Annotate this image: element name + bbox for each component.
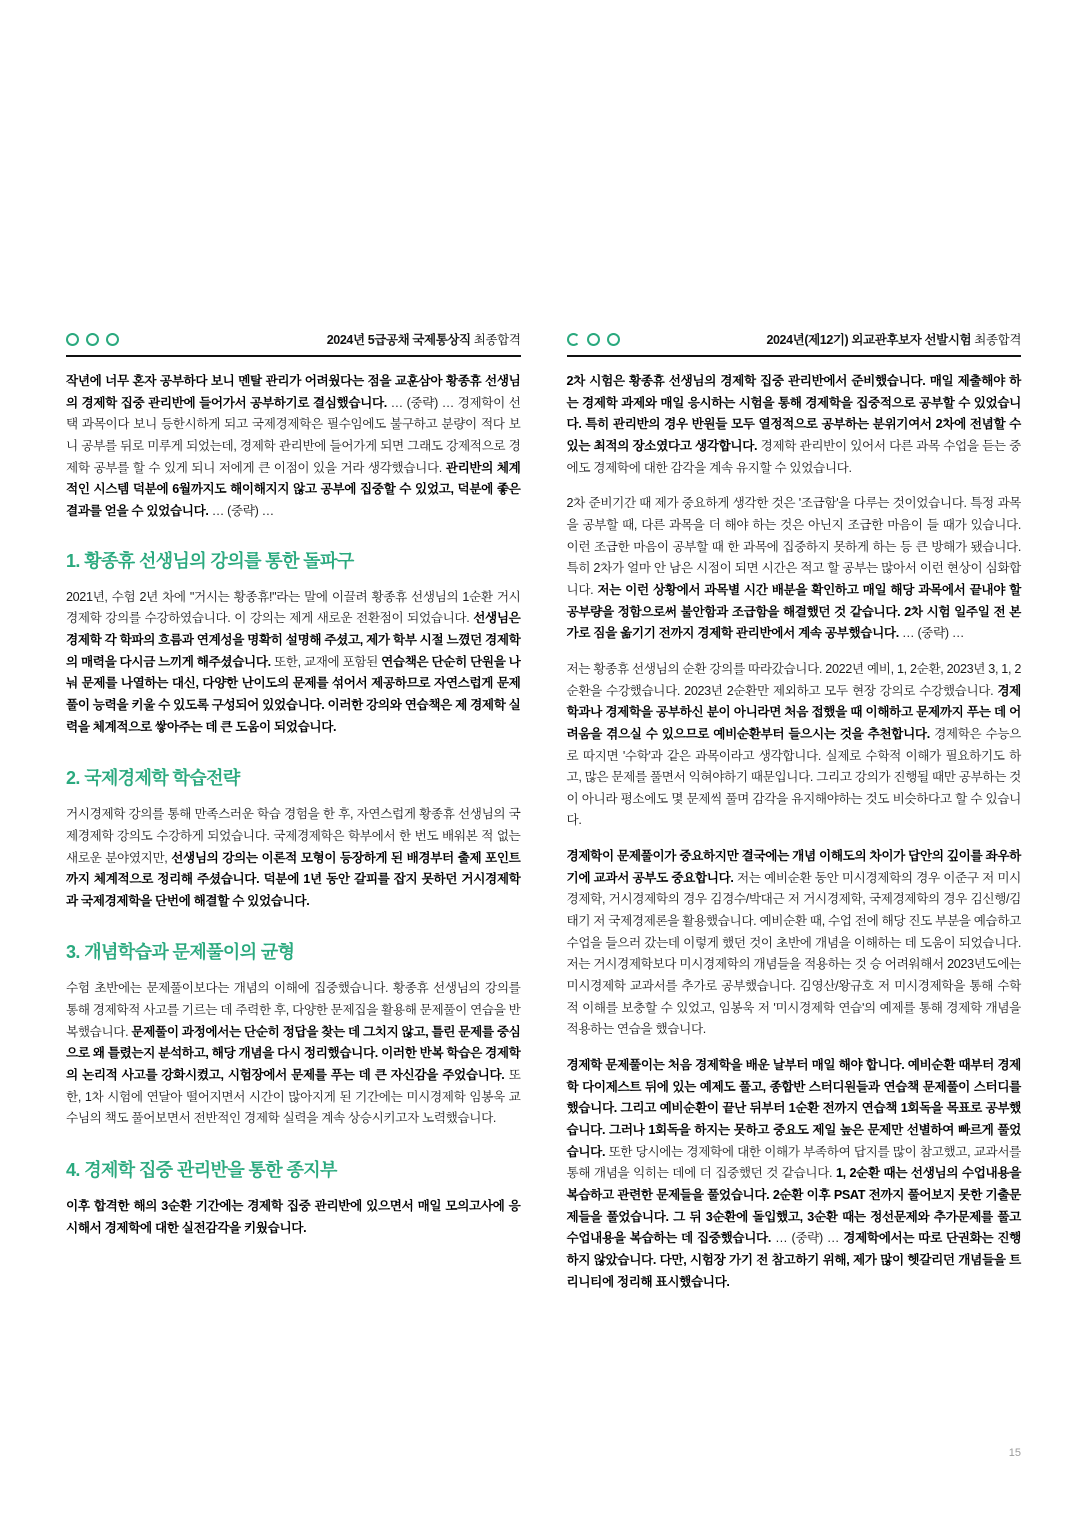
left-column-header <box>66 330 521 357</box>
right-paragraph-3: 저는 황종휴 선생님의 순환 강의를 따라갔습니다. 2022년 예비, 1, 2순환, 2023년 3, 1, 2순환을 수강했습니다. 2023년 2순환만 제외하고 모두 현장 강의로 수강했습니다. 경제학과나 경제학을 공부하신 분이 아니라면 처음 접했을 때 이해하고 문제까지 푸는 데 어려움을 겪으실 수 있으므로 예비순환부터 들으시는 것을 추천합니다. 경제학은 수능으로 따지면 '수학'과 같은 과목이라고 생각합니다. 실제로 수학적 이해가 필요하기도 하고, 많은 문제를 풀면서 익혀야하기 때문입니다. 그리고 강의가 진행될 때만 공부하는 것이 아니라 평소에도 몇 문제씩 풀며 감각을 유지해야하는 것도 비슷하다고 할 수 있습니다. <box>566 661 1021 828</box>
right-paragraph-4: 경제학이 문제풀이가 중요하지만 결국에는 개념 이해도의 차이가 답안의 깊이를 좌우하기에 교과서 공부도 중요합니다. 저는 예비순환 동안 미시경제학의 경우 이준구 저 미시경제학, 거시경제학의 경우 김경수/박대근 저 거시경제학, 국제경제학의 경우 김신행/김태기 저 국제경제론을 활용했습니다. 예비순환 때, 수업 전에 해당 진도 부분을 예습하고 수업을 들으러 갔는데 이렇게 했던 것이 초반에 개념을 이해하는 데 도움이 되었습니다. 저는 거시경제학보다 미시경제학의 개념들을 적용하는 것 승 어려워해서 2023년도에는 미시경제학 교과서를 추가로 공부했습니다. 김영산/왕규호 저 미시경제학을 통해 수학적 이해를 보충할 수 있었고, 임봉욱 저 '미시경제학 연습'의 예제를 통해 경제학 개념을 적용하는 연습을 했습니다. <box>566 849 1021 1037</box>
two-column-layout <box>66 330 1021 1293</box>
left-header-title <box>327 330 521 348</box>
c-shape-icon <box>567 333 580 346</box>
circle-icon <box>587 333 600 346</box>
page-number: 15 <box>1008 1447 1021 1459</box>
circle-icon <box>86 333 99 346</box>
left-intro-bold-tail: 관리반의 체계적인 시스템 덕분에 6월까지도 해이해지지 않고 공부에 집중할 수 있었고, 덕분에 좋은 결과를 얻을 수 있었습니다. <box>66 460 521 518</box>
right-column-header <box>567 330 1022 357</box>
right-paragraph-1: 2차 시험은 황종휴 선생님의 경제학 집중 관리반에서 준비했습니다. 매일 제출해야 하는 경제학 과제와 매일 응시하는 시험을 통해 경제학을 집중적으로 공부할 수 있었습니다. 특히 관리반의 경우 반원들 모두 열정적으로 공부하는 분위기여서 2차에 전념할 수 있는 최적의 장소였다고 생각합니다. 경제학 관리반이 있어서 다른 과목 수업을 듣는 중에도 경제학에 대한 감각을 계속 유지할 수 있었습니다. <box>566 374 1021 475</box>
circle-icon <box>106 333 119 346</box>
section-body-1: 2021년, 수험 2년 차에 "거시는 황종휴!"라는 말에 이끌려 황종휴 선생님의 1순환 거시경제학 강의를 수강하였습니다. 이 강의는 제게 새로운 전환점이 되었습니다. 선생님은 경제학 각 학파의 흐름과 연계성을 명확히 설명해 주셨고, 제가 학부 시절 느꼈던 경제학의 매력을 다시금 느끼게 해주셨습니다. 또한, 교재에 포함된 연습책은 단순히 단원을 나눠 문제를 나열하는 대신, 다양한 난이도의 문제를 섞어서 제공하므로 자연스럽게 문제풀이 능력을 키울 수 있도록 구성되어 있었습니다. 이러한 강의와 연습책은 제 경제학 실력을 체계적으로 쌓아주는 데 큰 도움이 되었습니다. <box>66 589 521 734</box>
section-heading-2: 2. 국제경제학 학습전략 <box>66 768 240 789</box>
section-body-4 <box>66 1196 521 1239</box>
section-body-4-text: 이후 합격한 해의 3순환 기간에는 경제학 집중 관리반에 있으면서 매일 모의고사에 응시해서 경제학에 대한 실전감각을 키웠습니다. <box>66 1199 521 1235</box>
page-content <box>66 330 1021 1293</box>
left-intro-bold-lead: 작년에 너무 혼자 공부하다 보니 멘탈 관리가 어려웠다는 점을 교훈삼아 황종휴 선생님의 경제학 집중 관리반에 들어가서 공부하기로 결심했습니다. <box>66 374 521 410</box>
left-column <box>66 330 521 1293</box>
section-body-3: 수험 초반에는 문제풀이보다는 개념의 이해에 집중했습니다. 황종휴 선생님의 강의를 통해 경제학적 사고를 기르는 데 주력한 후, 다양한 문제집을 활용해 문제풀이 연습을 반복했습니다. 문제풀이 과정에서는 단순히 정답을 찾는 데 그치지 않고, 틀린 문제를 중심으로 왜 틀렸는지 분석하고, 해당 개념을 다시 정리했습니다. 이러한 반복 학습은 경제학의 논리적 사고를 강화시켰고, 시험장에서 문제를 푸는 데 큰 자신감을 주었습니다. 또한, 1차 시험에 연달아 떨어지면서 시간이 많아지게 된 기간에는 미시경제학 임봉욱 교수님의 책도 풀어보면서 전반적인 경제학 실력을 계속 상승시키고자 노력했습니다. <box>66 981 521 1126</box>
section-heading-1: 1. 황종휴 선생님의 강의를 통한 돌파구 <box>66 550 354 571</box>
right-column <box>567 330 1022 1293</box>
right-header-title <box>766 330 1021 348</box>
left-header-exam: 2024년 5급공채 국제통상직 <box>326 333 471 347</box>
section-heading-3: 3. 개념학습과 문제풀이의 균형 <box>66 942 295 963</box>
right-paragraph-2: 2차 준비기간 때 제가 중요하게 생각한 것은 '조급함'을 다루는 것이었습니다. 특정 과목을 공부할 때, 다른 과목을 더 해야 하는 것은 아닌지 조급한 마음이 들 때가 있습니다. 이런 조급한 마음이 공부할 때 한 과목에 집중하지 못하게 하는 등 큰 방해가 됐습니다. 특히 2차가 얼마 안 남은 시점이 되면 시간은 적고 할 공부는 많아서 이런 현상이 심화합니다. 저는 이런 상황에서 과목별 시간 배분을 확인하고 매일 해당 과목에서 끝내야 할 공부량을 정함으로써 불안함과 조급함을 해결했던 것 같습니다. 2차 시험 일주일 전 본가로 짐을 옮기기 전까지 경제학 관리반에서 계속 공부했습니다. … (중략) … <box>566 496 1021 641</box>
circle-icon <box>66 333 79 346</box>
left-header-result: 최종합격 <box>473 333 521 347</box>
section-heading-4: 4. 경제학 집중 관리반을 통한 종지부 <box>66 1160 337 1181</box>
left-header-dots <box>66 333 119 346</box>
right-header-dots <box>567 333 620 346</box>
right-paragraph-5: 경제학 문제풀이는 처음 경제학을 배운 날부터 매일 해야 합니다. 예비순환 때부터 경제학 다이제스트 뒤에 있는 예제도 풀고, 종합반 스터디원들과 연습책 문제풀이 스터디를 했습니다. 그리고 예비순환이 끝난 뒤부터 1순환 전까지 연습책 1회독을 목표로 공부했습니다. 그러나 1회독을 하지는 못하고 중요도 제일 높은 문제만 선별하여 빠르게 풀었습니다. 또한 당시에는 경제학에 대한 이해가 부족하여 답지를 많이 참고했고, 교과서를 통해 개념을 익히는 데에 더 집중했던 것 같습니다. 1, 2순환 때는 선생님의 수업내용을 복습하고 관련한 문제들을 풀었습니다. 2순환 이후 PSAT 전까지 풀어보지 못한 기출문제들을 풀었습니다. 그 뒤 3순환에 돌입했고, 3순환 때는 정선문제와 추가문제를 풀고 수업내용을 복습하는 데 집중했습니다. … (중략) … 경제학에서는 따로 단권화는 진행하지 않았습니다. 다만, 시험장 가기 전 참고하기 위해, 제가 많이 헷갈리던 개념들을 트리니티에 정리해 표시했습니다. <box>566 1058 1022 1289</box>
right-header-exam: 2024년(제12기) 외교관후보자 선발시험 <box>766 333 972 347</box>
circle-icon <box>607 333 620 346</box>
section-body-2: 거시경제학 강의를 통해 만족스러운 학습 경험을 한 후, 자연스럽게 황종휴 선생님의 국제경제학 강의도 수강하게 되었습니다. 국제경제학은 학부에서 한 번도 배워본 적 없는 새로운 분야였지만, 선생님의 강의는 이론적 모형이 등장하게 된 배경부터 출제 포인트까지 체계적으로 정리해 주셨습니다. 덕분에 1년 동안 갈피를 잡지 못하던 거시경제학과 국제경제학을 단번에 해결할 수 있었습니다. <box>66 807 521 908</box>
right-header-result: 최종합격 <box>974 333 1021 347</box>
left-intro-paragraph: 작년에 너무 혼자 공부하다 보니 멘탈 관리가 어려웠다는 점을 교훈삼아 황종휴 선생님의 경제학 집중 관리반에 들어가서 공부하기로 결심했습니다. … (중략) … 경제학이 선택 과목이다 보니 등한시하게 되고 국제경제학은 필수임에도 불구하고 분량이 적다 보니 공부를 뒤로 미루게 되었는데, 경제학 관리반에 들어가게 되면 그래도 강제적으로 경제학 공부를 할 수 있게 되니 저에게 큰 이점이 있을 거라 생각했습니다. 관리반의 체계적인 시스템 덕분에 6월까지도 해이해지지 않고 공부에 집중할 수 있었고, 덕분에 좋은 결과를 얻을 수 있었습니다. … (중략) … <box>66 374 521 518</box>
